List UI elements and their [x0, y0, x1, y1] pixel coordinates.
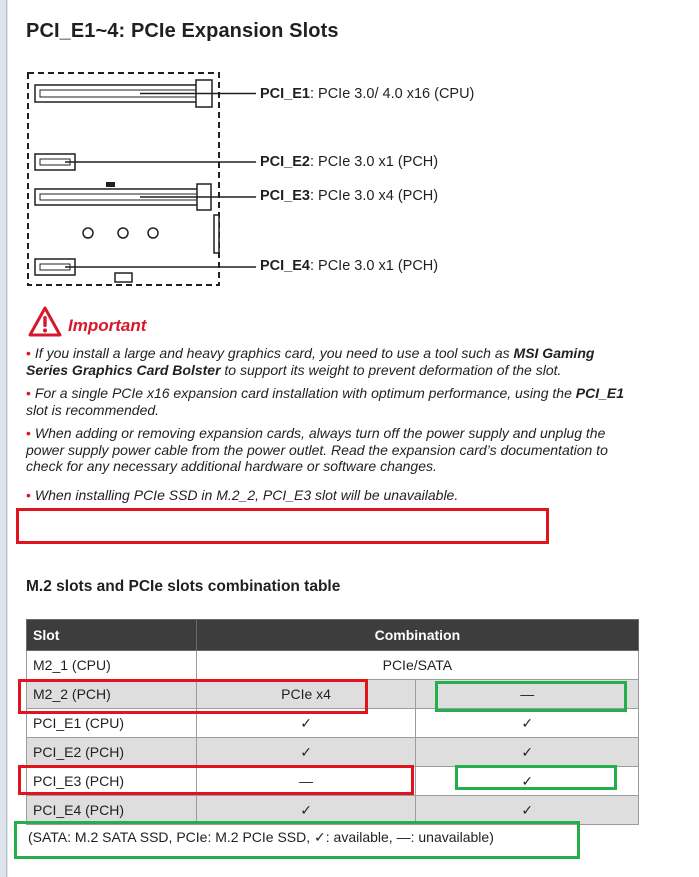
note-item: • For a single PCIe x16 expansion card installation with optimum performance, using the PCI_E1 slot is recommended.: [26, 385, 624, 418]
note-item: • If you install a large and heavy graphics card, you need to use a tool such as MSI Gaming Series Graphics Card Bolster to support its weight to prevent deformation of the slot.: [26, 345, 595, 378]
slot-label-pci-e4: PCI_E4: PCIe 3.0 x1 (PCH): [260, 258, 439, 274]
cell-slot: M2_1 (CPU): [27, 651, 197, 680]
cell-a: ✓: [196, 709, 416, 738]
board-connector: [106, 182, 115, 187]
mount-hole: [148, 228, 158, 238]
cell-a: ✓: [196, 738, 416, 767]
important-heading: [28, 306, 146, 337]
important-notes: [26, 345, 636, 510]
cell-a: ✓: [196, 796, 416, 825]
board-side-connector: [214, 215, 219, 253]
slot-label-pci-e2: PCI_E2: PCIe 3.0 x1 (PCH): [260, 154, 439, 170]
highlight-box-pci-e3-sata: [455, 765, 617, 790]
cell-slot: PCI_E4 (PCH): [27, 796, 197, 825]
slot-label-pci-e1: PCI_E1: PCIe 3.0/ 4.0 x16 (CPU): [260, 86, 475, 102]
highlight-box-m2-2-row: [18, 679, 368, 714]
header-slot: Slot: [27, 620, 197, 651]
highlight-box-pci-e3-row: [18, 765, 414, 795]
table-row: [27, 738, 639, 767]
cell-b: ✓: [416, 796, 639, 825]
highlight-box-legend: [14, 821, 580, 859]
section-title: M.2 slots and PCIe slots combination table: [26, 578, 341, 595]
table-header-row: [27, 620, 639, 651]
mount-hole: [83, 228, 93, 238]
note-item: • When adding or removing expansion cards, always turn off the power supply and unplug the power supply power cable from the power outlet. Read the expansion card’s documentation to check for any necessary additional hardware or software changes.: [26, 425, 608, 474]
cell-slot: PCI_E3 (PCH): [27, 767, 197, 796]
board-bottom-tab: [115, 273, 132, 282]
mount-hole: [118, 228, 128, 238]
header-combination: Combination: [196, 620, 638, 651]
cell-slot: M2_2 (PCH): [27, 680, 197, 709]
cell-slot: PCI_E2 (PCH): [27, 738, 197, 767]
pcie-slot-diagram: [0, 0, 699, 300]
table-row: [27, 651, 639, 680]
important-title: Important: [68, 315, 147, 335]
cell-a: —: [196, 767, 416, 796]
page-title: PCI_E1~4: PCIe Expansion Slots: [26, 20, 339, 42]
cell-b: ✓: [416, 738, 639, 767]
highlight-box-note: [16, 508, 549, 544]
board-outline: [28, 73, 219, 285]
cell-a: PCIe x4: [196, 680, 416, 709]
warning-icon: [28, 306, 62, 337]
slot-label-pci-e3: PCI_E3: PCIe 3.0 x4 (PCH): [260, 188, 439, 204]
note-item-highlighted: • When installing PCIe SSD in M.2_2, PCI_E3 slot will be unavailable.: [26, 486, 459, 503]
cell-b: —: [416, 680, 639, 709]
cell-b: ✓: [416, 709, 639, 738]
table-legend: (SATA: M.2 SATA SSD, PCIe: M.2 PCIe SSD, ✓: available, —: unavailable): [28, 829, 494, 845]
slot-pci-e1-shape: [35, 80, 256, 107]
slot-pci-e2-shape: [35, 154, 256, 170]
slot-pci-e4-shape: [35, 259, 256, 275]
highlight-box-m2-2-sata: [435, 681, 627, 712]
slot-pci-e3-shape: [35, 184, 256, 210]
cell-merged: PCIe/SATA: [196, 651, 638, 680]
cell-b: ✓: [416, 767, 639, 796]
cell-slot: PCI_E1 (CPU): [27, 709, 197, 738]
